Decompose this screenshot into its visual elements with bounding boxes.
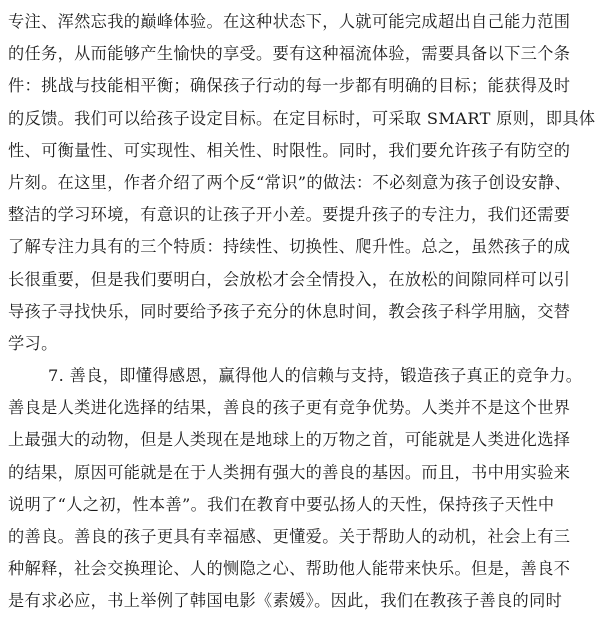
body-text bbox=[8, 6, 595, 618]
text-line: 了解专注力具有的三个特质：持续性、切换性、爬升性。总之，虽然孩子的成 bbox=[8, 237, 571, 257]
text-line: 件：挑战与技能相平衡；确保孩子行动的每一步都有明确的目标；能获得及时 bbox=[8, 76, 571, 96]
text-line: 的反馈。我们可以给孩子设定目标。在定目标时，可采取 SMART 原则，即具体 bbox=[8, 108, 595, 128]
text-line: 性、可衡量性、可实现性、相关性、时限性。同时，我们要允许孩子有防空的 bbox=[8, 140, 571, 160]
text-line: 专注、浑然忘我的巅峰体验。在这种状态下，人就可能完成超出自己能力范围 bbox=[8, 12, 571, 31]
text-line: 长很重要，但是我们要明白，会放松才会全情投入，在放松的间隙同样可以引 bbox=[8, 269, 571, 289]
text-line: 是有求必应，书上举例了韩国电影《素媛》。因此，我们在教孩子善良的同时 bbox=[8, 591, 563, 611]
text-line: 的结果，原因可能就是在于人类拥有强大的善良的基因。而且，书中用实验来 bbox=[8, 462, 571, 482]
text-line: 导孩子寻找快乐，同时要给予孩子充分的休息时间，教会孩子科学用脑，交替 bbox=[8, 301, 571, 321]
text-line: 学习。 bbox=[8, 333, 58, 353]
text-line: 的任务，从而能够产生愉快的享受。要有这种福流体验，需要具备以下三个条 bbox=[8, 44, 571, 64]
section-heading-line: 7. 善良，即懂得感恩，赢得他人的信赖与支持，锻造孩子真正的竞争力。 bbox=[48, 366, 583, 386]
text-line: 的善良。善良的孩子更具有幸福感、更懂爱。关于帮助人的动机，社会上有三 bbox=[8, 527, 571, 546]
text-line: 片刻。在这里，作者介绍了两个反“常识”的做法：不必刻意为孩子创设安静、 bbox=[8, 172, 571, 192]
text-line: 整洁的学习环境，有意识的让孩子开小差。要提升孩子的专注力，我们还需要 bbox=[8, 205, 571, 225]
text-line: 种解释，社会交换理论、人的恻隐之心、帮助他人能带来快乐。但是，善良不 bbox=[8, 559, 571, 579]
text-line: 上最强大的动物，但是人类现在是地球上的万物之首，可能就是人类进化选择 bbox=[8, 430, 571, 450]
text-line: 善良是人类进化选择的结果，善良的孩子更有竞争优势。人类并不是这个世界 bbox=[8, 398, 571, 418]
text-line: 说明了“人之初，性本善”。我们在教育中要弘扬人的天性，保持孩子天性中 bbox=[8, 494, 555, 514]
